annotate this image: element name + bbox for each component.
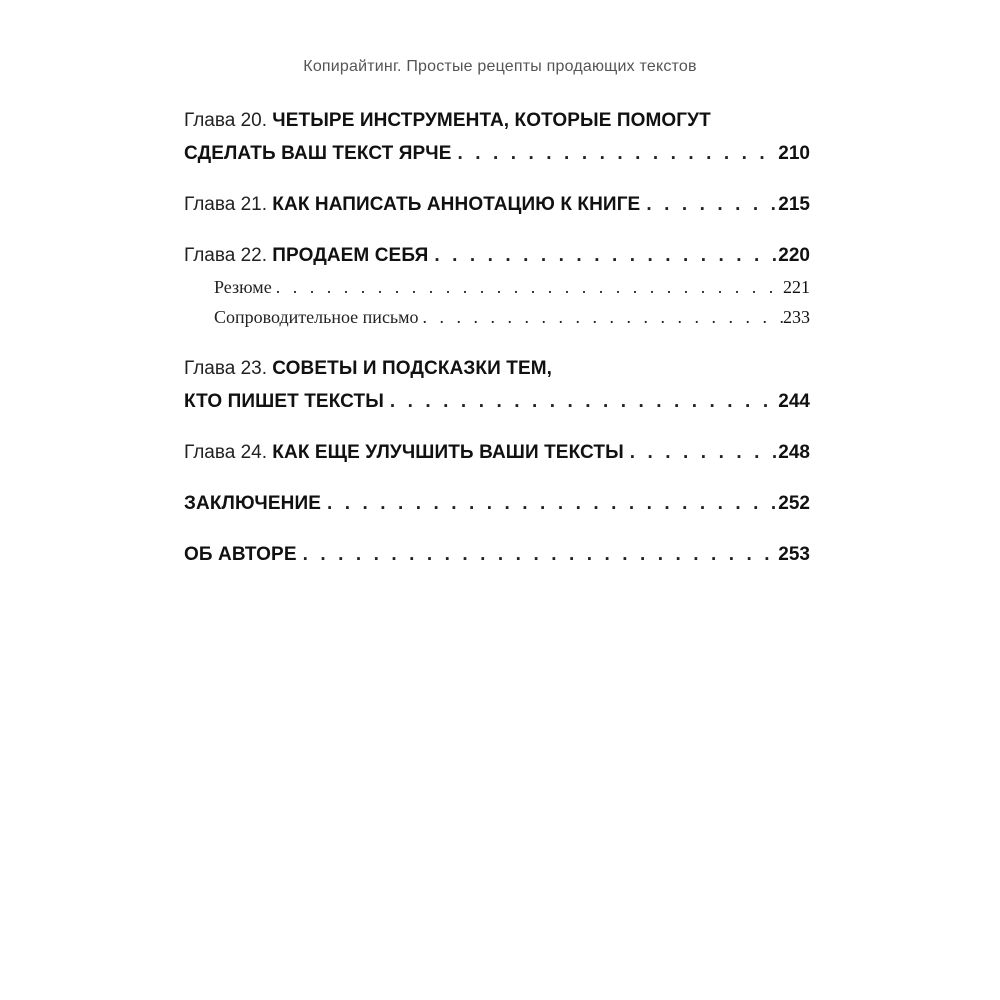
toc-entry-about-author[interactable] <box>184 538 810 571</box>
page-number: 244 <box>778 391 810 412</box>
subsection-title: Сопроводительное письмо <box>214 307 419 327</box>
dot-leader <box>390 385 776 418</box>
toc-subsection-cover-letter[interactable] <box>184 302 810 332</box>
chapter-title-continued: КТО ПИШЕТ ТЕКСТЫ <box>184 391 384 412</box>
page-number: 253 <box>778 544 810 565</box>
chapter-label: Глава 22. <box>184 245 268 266</box>
page-number: 220 <box>778 245 810 266</box>
dot-leader <box>646 188 776 221</box>
chapter-title: ПРОДАЕМ СЕБЯ <box>272 245 429 266</box>
toc-entry-chapter-20[interactable] <box>184 104 810 170</box>
dot-leader <box>434 239 776 272</box>
chapter-title: КАК ЕЩЕ УЛУЧШИТЬ ВАШИ ТЕКСТЫ <box>272 442 624 463</box>
dot-leader <box>303 538 777 571</box>
page-number: 252 <box>778 493 810 514</box>
section-title: ЗАКЛЮЧЕНИЕ <box>184 493 321 514</box>
subsection-title: Резюме <box>214 277 272 297</box>
page-number: 248 <box>778 442 810 463</box>
chapter-title: СОВЕТЫ И ПОДСКАЗКИ ТЕМ, <box>272 358 553 379</box>
dot-leader <box>327 487 776 520</box>
dot-leader <box>458 137 777 170</box>
toc-subsection-resume[interactable] <box>184 272 810 302</box>
chapter-label: Глава 24. <box>184 442 268 463</box>
toc-entry-conclusion[interactable] <box>184 487 810 520</box>
toc-entry-chapter-24[interactable] <box>184 436 810 469</box>
table-of-contents <box>184 104 810 589</box>
chapter-label: Глава 21. <box>184 194 268 215</box>
page-number: 221 <box>783 277 810 297</box>
chapter-label: Глава 20. <box>184 110 268 131</box>
section-title: ОБ АВТОРЕ <box>184 544 297 565</box>
dot-leader <box>423 302 783 332</box>
toc-entry-chapter-21[interactable] <box>184 188 810 221</box>
running-head: Копирайтинг. Простые рецепты продающих текстов <box>303 58 697 75</box>
toc-entry-chapter-22[interactable] <box>184 239 810 332</box>
page-number: 210 <box>778 143 810 164</box>
chapter-label: Глава 23. <box>184 358 268 379</box>
toc-entry-chapter-23[interactable] <box>184 352 810 418</box>
dot-leader <box>630 436 777 469</box>
dot-leader <box>276 272 783 302</box>
chapter-title: ЧЕТЫРЕ ИНСТРУМЕНТА, КОТОРЫЕ ПОМОГУТ <box>272 110 711 131</box>
chapter-title: КАК НАПИСАТЬ АННОТАЦИЮ К КНИГЕ <box>272 194 641 215</box>
chapter-title-continued: СДЕЛАТЬ ВАШ ТЕКСТ ЯРЧЕ <box>184 143 452 164</box>
page-number: 233 <box>783 307 810 327</box>
page-number: 215 <box>778 194 810 215</box>
